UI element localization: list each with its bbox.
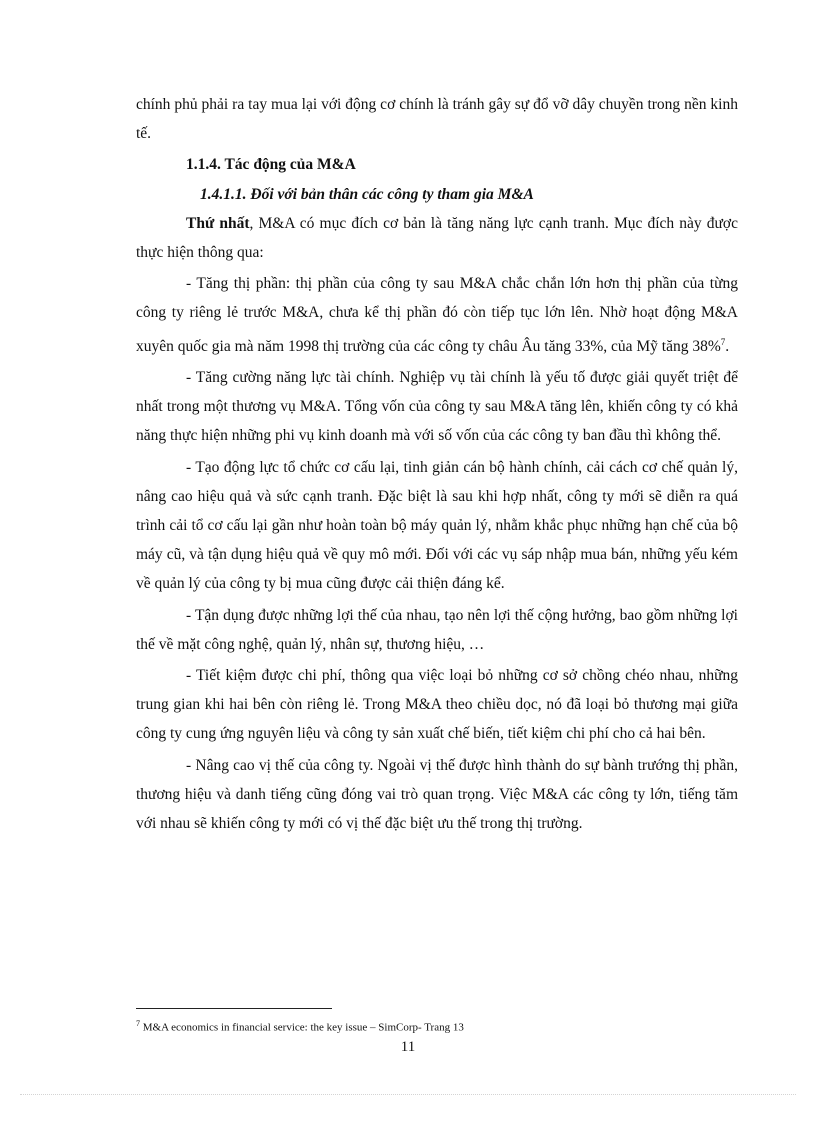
- footnote-ref[interactable]: 7: [720, 336, 726, 347]
- paragraph-1: [136, 209, 738, 267]
- paragraph-2-text: - Tăng thị phần: thị phần của công ty sau M&A chắc chắn lớn hơn thị phần của từng công ty riêng lẻ trước M&A, chưa kể thị phần đó còn tiếp tục lớn lên. Nhờ hoạt động M&A xuyên quốc gia mà năm 1998 thị trường của các công ty châu Âu tăng 33%, của Mỹ tăng 38%: [136, 275, 738, 355]
- section-heading: 1.1.4. Tác động của M&A: [186, 156, 356, 174]
- paragraph-1-lead: Thứ nhất: [186, 214, 250, 232]
- paragraph-5: - Tận dụng được những lợi thế của nhau, tạo nên lợi thế cộng hưởng, bao gồm những lợi thế về mặt công nghệ, quản lý, nhân sự, thương hiệu, …: [136, 606, 738, 653]
- paragraph-1-text: , M&A có mục đích cơ bản là tăng năng lực cạnh tranh. Mục đích này được thực hiện thông qua:: [136, 214, 738, 262]
- footnote-separator: [136, 1008, 332, 1009]
- page-number: 11: [400, 1039, 416, 1055]
- body-text: [136, 90, 738, 838]
- paragraph-2: [136, 269, 738, 361]
- paragraph-3: - Tăng cường năng lực tài chính. Nghiệp vụ tài chính là yếu tố được giải quyết triệt để nhất trong một thương vụ M&A. Tổng vốn của công ty sau M&A tăng lên, khiến công ty có khả năng thực hiện những phi vụ kinh doanh mà với số vốn của các công ty ban đầu thì không thể.: [136, 368, 738, 445]
- paragraph-6: - Tiết kiệm được chi phí, thông qua việc loại bỏ những cơ sở chồng chéo nhau, những trung gian khi hai bên còn riêng lẻ. Trong M&A theo chiều dọc, nó đã loại bỏ thương mại giữa công ty cung ứng nguyên liệu và công ty sản xuất chế biến, tiết kiệm chi phí cho cả hai bên.: [136, 667, 738, 743]
- paragraph-2-end: .: [725, 337, 730, 355]
- page-boundary: [20, 1094, 796, 1095]
- footnote-text: M&A economics in financial service: the key issue – SimCorp- Trang 13: [140, 1021, 464, 1034]
- footnote: [136, 1017, 738, 1035]
- subsection-heading: 1.4.1.1. Đối với bản thân các công ty tham gia M&A: [200, 185, 534, 203]
- paragraph-4: - Tạo động lực tổ chức cơ cấu lại, tinh giản cán bộ hành chính, cải cách cơ chế quản lý, nâng cao hiệu quả và sức cạnh tranh. Đặc biệt là sau khi hợp nhất, công ty mới sẽ diễn ra quá trình cải tổ cơ cấu lại gần như hoàn toàn bộ máy quản lý, nhằm khắc phục những hạn chế của bộ máy cũ, và tận dụng hiệu quả về quy mô mới. Đối với các vụ sáp nhập mua bán, những yếu kém về quản lý của công ty bị mua cũng được cải thiện đáng kể.: [136, 458, 738, 593]
- paragraph-7: - Nâng cao vị thế của công ty. Ngoài vị thế được hình thành do sự bành trướng thị phần, thương hiệu và danh tiếng cũng đóng vai trò quan trọng. Việc M&A các công ty lớn, tiếng tăm với nhau sẽ khiến công ty mới có vị thế đặc biệt ưu thế trong thị trường.: [136, 756, 738, 833]
- footnote-mark: 7: [136, 1019, 140, 1028]
- paragraph-intro: chính phủ phải ra tay mua lại với động cơ chính là tránh gây sự đổ vỡ dây chuyền trong nền kinh tế.: [136, 96, 738, 143]
